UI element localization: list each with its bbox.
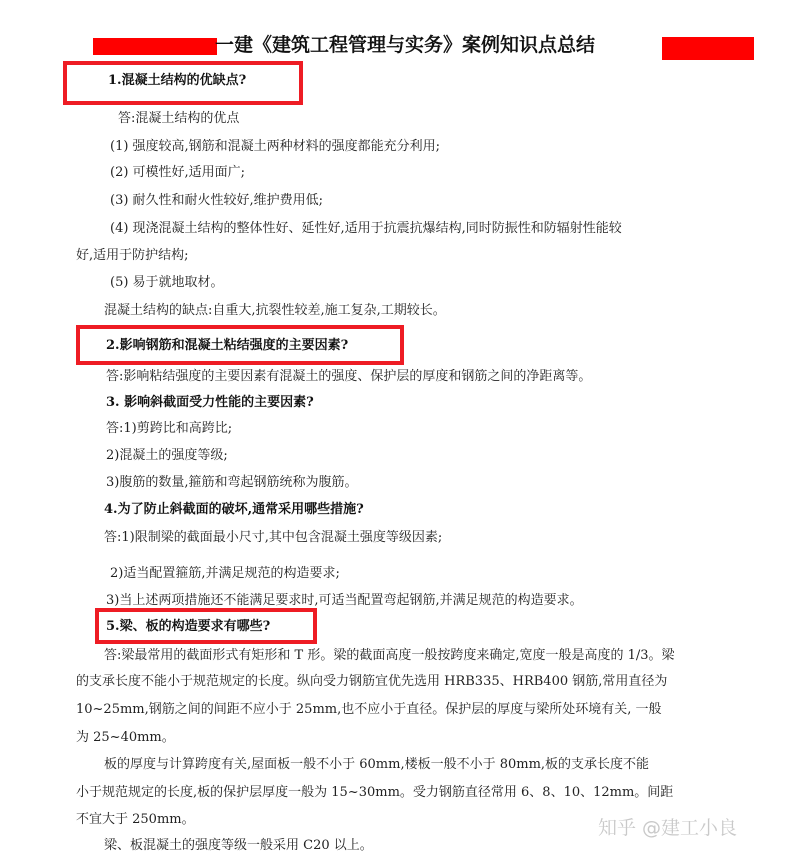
section-5-line: 梁、板混凝土的强度等级一般采用 C20 以上。 — [104, 838, 373, 853]
redaction-bar-right — [662, 37, 754, 60]
section-5-line: 板的厚度与计算跨度有关,屋面板一般不小于 60mm,楼板一般不小于 80mm,板的支承长度不能 — [104, 757, 650, 772]
section-1-line: 混凝土结构的缺点:自重大,抗裂性较差,施工复杂,工期较长。 — [104, 303, 446, 318]
section-4-heading: 4.为了防止斜截面的破坏,通常采用哪些措施? — [104, 502, 364, 517]
section-2-line: 答:影响粘结强度的主要因素有混凝土的强度、保护层的厚度和钢筋之间的净距离等。 — [106, 369, 592, 384]
section-3-line: 3)腹筋的数量,箍筋和弯起钢筋统称为腹筋。 — [106, 475, 358, 490]
redaction-bar-left — [93, 38, 217, 55]
document-title: 一建《建筑工程管理与实务》案例知识点总结 — [215, 34, 596, 56]
watermark: 知乎 @建工小良 — [598, 817, 738, 839]
section-5-line: 小于规范规定的长度,板的保护层厚度一般为 15~30mm。受力钢筋直径常用 6、8、10、12mm。间距 — [76, 785, 674, 800]
section-1-line: (4) 现浇混凝土结构的整体性好、延性好,适用于抗震抗爆结构,同时防振性和防辐射性能较 — [110, 221, 622, 236]
section-5-line: 答:梁最常用的截面形式有矩形和 T 形。梁的截面高度一般按跨度来确定,宽度一般是高度的 1/3。梁 — [104, 648, 675, 663]
section-4-line: 2)适当配置箍筋,并满足规范的构造要求; — [110, 566, 340, 581]
section-5-line: 不宜大于 250mm。 — [76, 812, 195, 827]
section-1-line: 答:混凝土结构的优点 — [118, 111, 240, 126]
section-3-heading: 3. 影响斜截面受力性能的主要因素? — [106, 395, 314, 410]
section-5-heading: 5.梁、板的构造要求有哪些? — [106, 619, 271, 634]
section-2-heading: 2.影响钢筋和混凝土粘结强度的主要因素? — [106, 338, 349, 353]
section-1-line: 好,适用于防护结构; — [76, 248, 189, 263]
section-1-heading: 1.混凝土结构的优缺点? — [108, 73, 247, 88]
section-1-line: (3) 耐久性和耐火性较好,维护费用低; — [110, 193, 324, 208]
section-5-line: 的支承长度不能小于规范规定的长度。纵向受力钢筋宜优先选用 HRB335、HRB400 钢筋,常用直径为 — [76, 674, 668, 689]
section-3-line: 答:1)剪跨比和高跨比; — [106, 421, 233, 436]
section-3-line: 2)混凝土的强度等级; — [106, 448, 228, 463]
section-1-line: (5) 易于就地取材。 — [110, 275, 224, 290]
section-5-line: 10~25mm,钢筋之间的间距不应小于 25mm,也不应小于直径。保护层的厚度与梁所处环境有关, 一般 — [76, 702, 662, 717]
section-1-line: (2) 可模性好,适用面广; — [110, 165, 246, 180]
section-4-line: 3)当上述两项措施还不能满足要求时,可适当配置弯起钢筋,并满足规范的构造要求。 — [106, 593, 583, 608]
section-1-line: (1) 强度较高,钢筋和混凝土两种材料的强度都能充分利用; — [110, 139, 441, 154]
section-4-line: 答:1)限制梁的截面最小尺寸,其中包含混凝土强度等级因素; — [104, 530, 443, 545]
section-5-line: 为 25~40mm。 — [76, 730, 175, 745]
